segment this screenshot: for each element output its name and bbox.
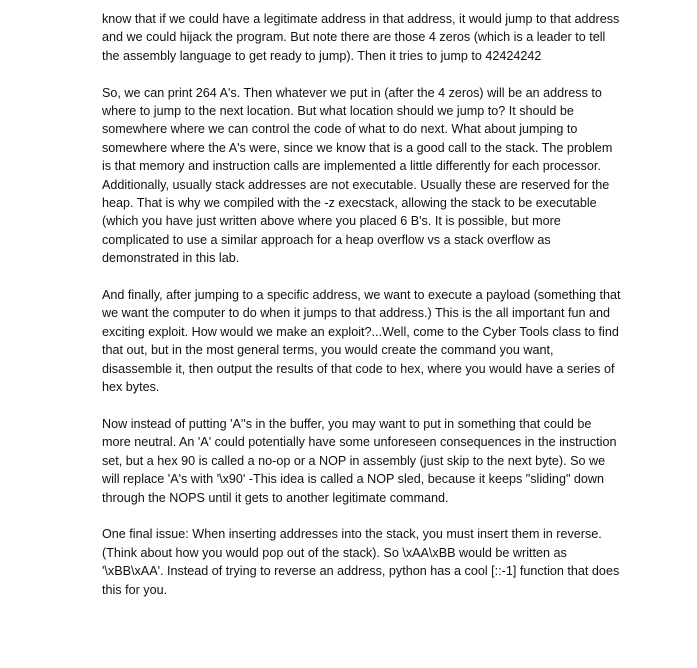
paragraph-payload: And finally, after jumping to a specific address, we want to execute a payload (something that we want the computer to do when it jumps to that address.) This is the all important fun and exciting exploit. How would we make an exploit?...Well, come to the Cyber Tools class to find that out, but in the most general terms, you would create the command you want, disassemble it, then output the results of that code to hex, where you would have a series of hex bytes.	[102, 288, 621, 395]
paragraph-stack-location: So, we can print 264 A's. Then whatever we put in (after the 4 zeros) will be an address to where to jump to the next location. But what location should we jump to? It should be somewhere where we can control the code of what to do next. What about jumping to somewhere where the A's were, since we know that is a good call to the stack. The problem is that memory and instruction calls are implemented a little differently for each processor. Additionally, usually stack addresses are not executable. Usually these are reserved for the heap. That is why we compiled with the -z execstack, allowing the stack to be executable (which you have just written above where you placed 6 B's. It is possible, but more complicated to use a similar approach for a heap overflow vs a stack overflow as demonstrated in this lab.	[102, 85, 613, 266]
paragraph-jump-address: know that if we could have a legitimate address in that address, it would jump to that address and we could hijack the program. But note there are those 4 zeros (which is a leader to tell the assembly language to get ready to jump). Then it tries to jump to 42424242	[102, 12, 620, 63]
document-page	[102, 10, 622, 599]
paragraph-nop-sled: Now instead of putting 'A''s in the buffer, you may want to put in something that could be more neutral. An 'A' could potentially have some unforeseen consequences in the instruction set, but a hex 90 is called a no-op or a NOP in assembly (just skip to the next byte). So we will replace 'A's with '\x90' -This idea is called a NOP sled, because it keeps "sliding" down through the NOPS until it gets to another legitimate command.	[102, 416, 617, 505]
paragraph-reverse-address: One final issue: When inserting addresses into the stack, you must insert them in reverse. (Think about how you would pop out of the stack). So \xAA\xBB would be written as '\xBB\xAA'. Instead of trying to reverse an address, python has a cool [::-1] function that does this for you.	[102, 527, 620, 597]
